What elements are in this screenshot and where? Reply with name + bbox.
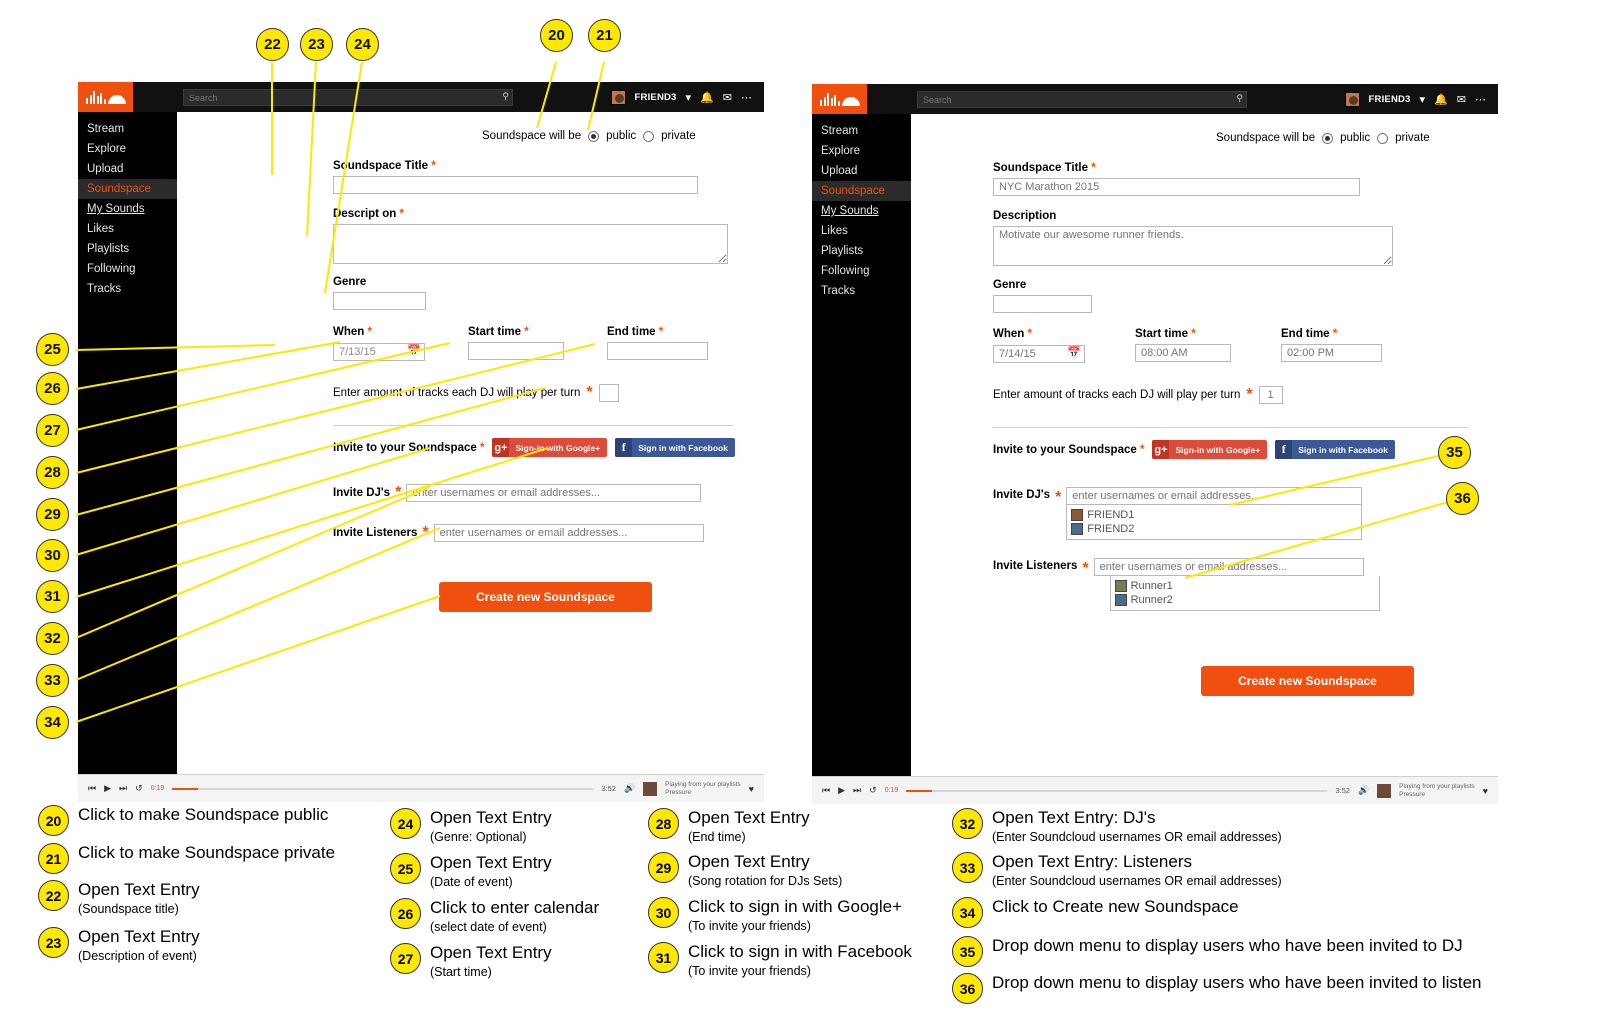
invited-djs-dropdown[interactable] <box>1066 505 1362 540</box>
soundspace-title-input[interactable] <box>333 176 698 194</box>
form-divider <box>993 427 1468 428</box>
soundspace-title-input[interactable] <box>993 178 1360 196</box>
callout-23: 23 <box>300 28 333 61</box>
search-box[interactable] <box>183 88 513 107</box>
google-signin-button[interactable]: g+ Sign-in with Google+ <box>492 438 607 457</box>
sidebar-item-likes[interactable]: Likes <box>821 225 848 237</box>
sidebar-item-explore[interactable]: Explore <box>87 143 126 155</box>
screenshot-right-panel <box>812 84 1498 804</box>
invite-listeners-input[interactable] <box>434 524 704 542</box>
sidebar-item-following[interactable]: Following <box>87 263 136 275</box>
legend-item-28 <box>648 808 810 846</box>
genre-input[interactable] <box>993 295 1092 313</box>
callout-30: 30 <box>36 539 69 572</box>
legend-text: Open Text Entry (End time) <box>688 808 810 844</box>
chevron-down-icon[interactable]: ▾ <box>685 91 692 104</box>
legend-bubble: 36 <box>952 973 983 1004</box>
callout-24: 24 <box>346 28 379 61</box>
callout-21: 21 <box>588 19 621 52</box>
search-box-right[interactable] <box>917 90 1247 109</box>
callout-36: 36 <box>1446 482 1479 515</box>
avatar[interactable] <box>1345 92 1360 107</box>
legend-text: Click to make Soundspace public <box>78 805 329 824</box>
end-time-group <box>607 326 708 361</box>
legend-item-23 <box>38 927 200 965</box>
legend-item-25 <box>390 853 552 891</box>
heart-icon[interactable]: ♥ <box>1482 785 1488 796</box>
callout-27: 27 <box>36 414 69 447</box>
legend-text: Drop down menu to display users who have been invited to listen <box>992 973 1482 992</box>
genre-input[interactable] <box>333 292 426 310</box>
legend-item-30 <box>648 897 902 935</box>
description-label: Description <box>993 210 1057 222</box>
title-label: Soundspace Title * <box>333 160 436 172</box>
logo-wave-bars <box>86 91 106 104</box>
tracks-per-turn-label: Enter amount of tracks each DJ will play per turn <box>333 387 581 399</box>
avatar[interactable] <box>611 90 626 105</box>
legend <box>0 800 1600 1035</box>
legend-bubble: 33 <box>952 852 983 883</box>
logo-cloud-shape <box>108 95 126 104</box>
invite-listeners-input[interactable] <box>1094 558 1364 576</box>
legend-bubble: 32 <box>952 808 983 839</box>
google-signin-button[interactable]: g+ Sign-in with Google+ <box>1152 440 1267 459</box>
avatar <box>1115 580 1127 592</box>
user-menu-label[interactable]: FRIEND3 <box>634 91 677 103</box>
soundcloud-logo-icon[interactable] <box>78 82 133 112</box>
facebook-signin-button[interactable]: f Sign in with Facebook <box>1275 440 1395 459</box>
public-label: public <box>1340 132 1371 144</box>
private-radio[interactable] <box>1377 133 1388 144</box>
start-time-input[interactable] <box>468 342 564 360</box>
private-label: private <box>1395 132 1430 144</box>
legend-item-21 <box>38 843 335 874</box>
sidebar-item-tracks[interactable]: Tracks <box>821 285 856 297</box>
search-icon[interactable]: ⚲ <box>502 90 509 101</box>
elapsed-time: 0:19 <box>150 785 165 792</box>
create-soundspace-button[interactable]: Create new Soundspace <box>1201 666 1414 696</box>
invite-social-label: Invite to your Soundspace * <box>333 441 485 454</box>
sidebar-item-stream[interactable]: Stream <box>87 123 125 135</box>
legend-item-29 <box>648 852 842 890</box>
description-textarea[interactable] <box>333 224 728 264</box>
mail-icon[interactable]: ✉ <box>722 91 732 104</box>
legend-text: Open Text Entry (Description of event) <box>78 927 200 963</box>
top-right-controls <box>611 90 765 105</box>
public-radio[interactable] <box>1322 133 1333 144</box>
sidebar-item-tracks[interactable]: Tracks <box>87 283 122 295</box>
legend-item-33 <box>952 852 1282 890</box>
google-plus-icon: g+ <box>1152 440 1169 459</box>
volume-icon[interactable]: 🔊 <box>1357 785 1370 795</box>
legend-item-24 <box>390 808 552 846</box>
description-label: Descript on * <box>333 208 404 220</box>
facebook-icon: f <box>1275 440 1292 459</box>
top-right-controls-right <box>1345 92 1499 107</box>
calendar-icon[interactable]: 📅 <box>407 345 421 357</box>
soundspace-form-right <box>911 114 1498 804</box>
list-item[interactable]: FRIEND2 <box>1071 522 1357 536</box>
end-time-label: End time * <box>1281 328 1338 340</box>
private-label: private <box>661 130 696 142</box>
sidebar-item-following[interactable]: Following <box>821 265 870 277</box>
legend-item-22 <box>38 880 200 918</box>
legend-text: Click to enter calendar (select date of event) <box>430 898 600 934</box>
play-icon[interactable]: ▶ <box>104 783 112 793</box>
end-time-input[interactable] <box>1281 344 1382 362</box>
when-group <box>333 326 425 361</box>
search-input[interactable] <box>183 89 513 106</box>
avatar <box>1071 523 1083 535</box>
facebook-icon: f <box>615 438 632 457</box>
legend-text: Click to Create new Soundspace <box>992 897 1239 916</box>
legend-item-36 <box>952 973 1482 1004</box>
sidebar <box>78 112 177 802</box>
sidebar-item-upload[interactable]: Upload <box>87 163 124 175</box>
invite-djs-row: Invite DJ's * enter usernames or email addresses... <box>333 484 701 502</box>
avatar <box>1071 509 1083 521</box>
legend-item-32 <box>952 808 1282 846</box>
end-time-group <box>1281 328 1382 363</box>
chevron-down-icon[interactable]: ▾ <box>1419 93 1426 106</box>
legend-bubble: 25 <box>390 853 421 884</box>
search-icon[interactable]: ⚲ <box>1236 92 1243 103</box>
legend-text: Click to sign in with Facebook (To invite your friends) <box>688 942 912 978</box>
callout-35: 35 <box>1438 436 1471 469</box>
invite-djs-input[interactable] <box>1066 487 1362 505</box>
legend-bubble: 35 <box>952 936 983 967</box>
track-artwork <box>643 782 657 796</box>
end-time-input[interactable] <box>607 342 708 360</box>
callout-26: 26 <box>36 372 69 405</box>
top-navigation-bar <box>78 82 764 112</box>
duration-time: 3:52 <box>601 784 616 793</box>
start-time-input[interactable] <box>1135 344 1231 362</box>
shuffle-icon[interactable]: ↺ <box>869 785 877 795</box>
invite-listeners-label: Invite Listeners <box>993 560 1078 572</box>
sidebar-item-soundspace[interactable]: Soundspace <box>78 179 177 199</box>
sidebar-item-my-sounds[interactable]: My Sounds <box>821 205 879 217</box>
legend-item-31 <box>648 942 912 980</box>
duration-time: 3:52 <box>1335 786 1350 795</box>
legend-bubble: 29 <box>648 852 679 883</box>
genre-label: Genre <box>993 279 1027 291</box>
mail-icon[interactable]: ✉ <box>1456 93 1466 106</box>
public-radio[interactable] <box>588 131 599 142</box>
invite-djs-input[interactable] <box>406 484 701 502</box>
when-group <box>993 328 1085 363</box>
track-source: Playing from your playlists Pressure <box>665 781 741 796</box>
sidebar-item-playlists[interactable]: Playlists <box>821 245 864 257</box>
legend-text: Open Text Entry: Listeners (Enter Soundcloud usernames OR email addresses) <box>992 852 1282 888</box>
invite-listeners-row: Invite Listeners * enter usernames or email addresses... Runner1 Runner2 <box>993 557 1380 611</box>
callout-31: 31 <box>36 580 69 613</box>
when-label: When * <box>333 326 372 338</box>
callout-20: 20 <box>540 19 573 52</box>
legend-bubble: 22 <box>38 880 69 911</box>
tracks-per-turn-row: Enter amount of tracks each DJ will play per turn * 1 <box>993 386 1283 404</box>
invite-social-row <box>333 438 735 457</box>
more-icon[interactable]: ⋯ <box>741 91 752 104</box>
list-item[interactable]: FRIEND1 <box>1071 508 1357 522</box>
start-time-label: Start time * <box>468 326 529 338</box>
list-item[interactable]: Runner1 <box>1115 579 1375 593</box>
visibility-label: Soundspace will be <box>1216 132 1316 144</box>
callout-28: 28 <box>36 456 69 489</box>
legend-bubble: 28 <box>648 808 679 839</box>
legend-item-27 <box>390 943 552 981</box>
visibility-row <box>482 130 696 142</box>
sidebar-item-upload[interactable]: Upload <box>821 165 858 177</box>
description-textarea[interactable] <box>993 226 1393 266</box>
google-plus-icon: g+ <box>492 438 509 457</box>
user-menu-label[interactable]: FRIEND3 <box>1368 93 1411 105</box>
legend-item-20 <box>38 805 328 836</box>
legend-text: Click to make Soundspace private <box>78 843 336 862</box>
soundspace-form-left <box>177 112 764 802</box>
legend-bubble: 34 <box>952 897 983 928</box>
start-time-label: Start time * <box>1135 328 1196 340</box>
track-source: Playing from your playlists Pressure <box>1399 783 1475 798</box>
callout-32: 32 <box>36 622 69 655</box>
invite-djs-label: Invite DJ's <box>333 487 391 499</box>
tracks-per-turn-row: Enter amount of tracks each DJ will play per turn * <box>333 384 619 402</box>
calendar-icon[interactable]: 📅 <box>1067 347 1081 359</box>
more-icon[interactable]: ⋯ <box>1475 93 1486 106</box>
callout-33: 33 <box>36 664 69 697</box>
legend-text: Open Text Entry (Start time) <box>430 943 552 979</box>
heart-icon[interactable]: ♥ <box>748 783 754 794</box>
list-item[interactable]: Runner2 <box>1115 593 1375 607</box>
callout-34: 34 <box>36 706 69 739</box>
legend-bubble: 20 <box>38 805 69 836</box>
legend-text: Open Text Entry (Date of event) <box>430 853 552 889</box>
tracks-per-turn-input[interactable] <box>1259 386 1283 404</box>
legend-bubble: 23 <box>38 927 69 958</box>
callout-25: 25 <box>36 333 69 366</box>
legend-text: Open Text Entry (Song rotation for DJs Sets) <box>688 852 843 888</box>
shuffle-icon[interactable]: ↺ <box>135 783 143 793</box>
legend-bubble: 27 <box>390 943 421 974</box>
invite-djs-row: Invite DJ's * enter usernames or email addresses... FRIEND1 FRIEND2 <box>993 486 1362 540</box>
avatar <box>1115 594 1127 606</box>
legend-bubble: 24 <box>390 808 421 839</box>
start-time-group <box>468 326 564 361</box>
elapsed-time: 0:19 <box>884 787 899 794</box>
legend-item-35 <box>952 936 1463 967</box>
track-artwork <box>1377 784 1391 798</box>
progress-bar[interactable] <box>906 790 1327 792</box>
legend-text: Open Text Entry (Genre: Optional) <box>430 808 552 844</box>
sidebar-item-stream[interactable]: Stream <box>821 125 859 137</box>
logo-cloud-shape <box>842 97 860 106</box>
facebook-signin-button[interactable]: f Sign in with Facebook <box>615 438 735 457</box>
invite-listeners-label: Invite Listeners <box>333 527 418 539</box>
callout-22: 22 <box>256 28 289 61</box>
bell-icon[interactable]: 🔔 <box>1434 93 1448 106</box>
legend-bubble: 21 <box>38 843 69 874</box>
next-icon[interactable]: ⏭ <box>119 783 128 793</box>
end-time-label: End time * <box>607 326 664 338</box>
next-icon[interactable]: ⏭ <box>853 785 862 795</box>
legend-text: Click to sign in with Google+ (To invite your friends) <box>688 897 903 933</box>
legend-bubble: 30 <box>648 897 679 928</box>
legend-text: Open Text Entry: DJ's (Enter Soundcloud usernames OR email addresses) <box>992 808 1282 844</box>
play-icon[interactable]: ▶ <box>838 785 846 795</box>
create-soundspace-button[interactable]: Create new Soundspace <box>439 582 652 612</box>
tracks-per-turn-label: Enter amount of tracks each DJ will play per turn <box>993 389 1241 401</box>
start-time-group <box>1135 328 1231 363</box>
sidebar-item-soundspace[interactable]: Soundspace <box>812 181 911 201</box>
logo-wave-bars <box>820 93 840 106</box>
legend-bubble: 26 <box>390 898 421 929</box>
visibility-label: Soundspace will be <box>482 130 582 142</box>
search-input[interactable] <box>917 91 1247 108</box>
private-radio[interactable] <box>643 131 654 142</box>
soundcloud-logo-icon[interactable] <box>812 84 867 114</box>
invite-social-row <box>993 440 1395 459</box>
legend-bubble: 31 <box>648 942 679 973</box>
previous-icon[interactable]: ⏮ <box>822 785 831 795</box>
tracks-per-turn-input[interactable] <box>599 384 619 402</box>
bell-icon[interactable]: 🔔 <box>700 91 714 104</box>
public-label: public <box>606 130 637 142</box>
genre-label: Genre <box>333 276 367 288</box>
invited-listeners-dropdown[interactable] <box>1110 576 1380 611</box>
when-label: When * <box>993 328 1032 340</box>
invite-djs-label: Invite DJ's <box>993 489 1051 501</box>
previous-icon[interactable]: ⏮ <box>88 783 97 793</box>
volume-icon[interactable]: 🔊 <box>623 783 636 793</box>
player-bar <box>78 774 764 802</box>
sidebar-item-likes[interactable]: Likes <box>87 223 114 235</box>
legend-text: Open Text Entry (Soundspace title) <box>78 880 200 916</box>
form-divider <box>333 425 733 426</box>
sidebar-item-playlists[interactable]: Playlists <box>87 243 130 255</box>
screenshot-left-panel <box>78 82 764 802</box>
sidebar-item-explore[interactable]: Explore <box>821 145 860 157</box>
invite-listeners-row: Invite Listeners * enter usernames or email addresses... <box>333 524 704 542</box>
title-label: Soundspace Title * <box>993 162 1096 174</box>
sidebar-right <box>812 114 911 804</box>
legend-text: Drop down menu to display users who have been invited to DJ <box>992 936 1463 955</box>
callout-29: 29 <box>36 498 69 531</box>
legend-item-34 <box>952 897 1239 928</box>
progress-bar[interactable] <box>172 788 593 790</box>
legend-item-26 <box>390 898 599 936</box>
invite-social-label: Invite to your Soundspace * <box>993 443 1145 456</box>
visibility-row-right <box>1216 132 1430 144</box>
sidebar-item-my-sounds[interactable]: My Sounds <box>87 203 145 215</box>
top-navigation-bar-right <box>812 84 1498 114</box>
